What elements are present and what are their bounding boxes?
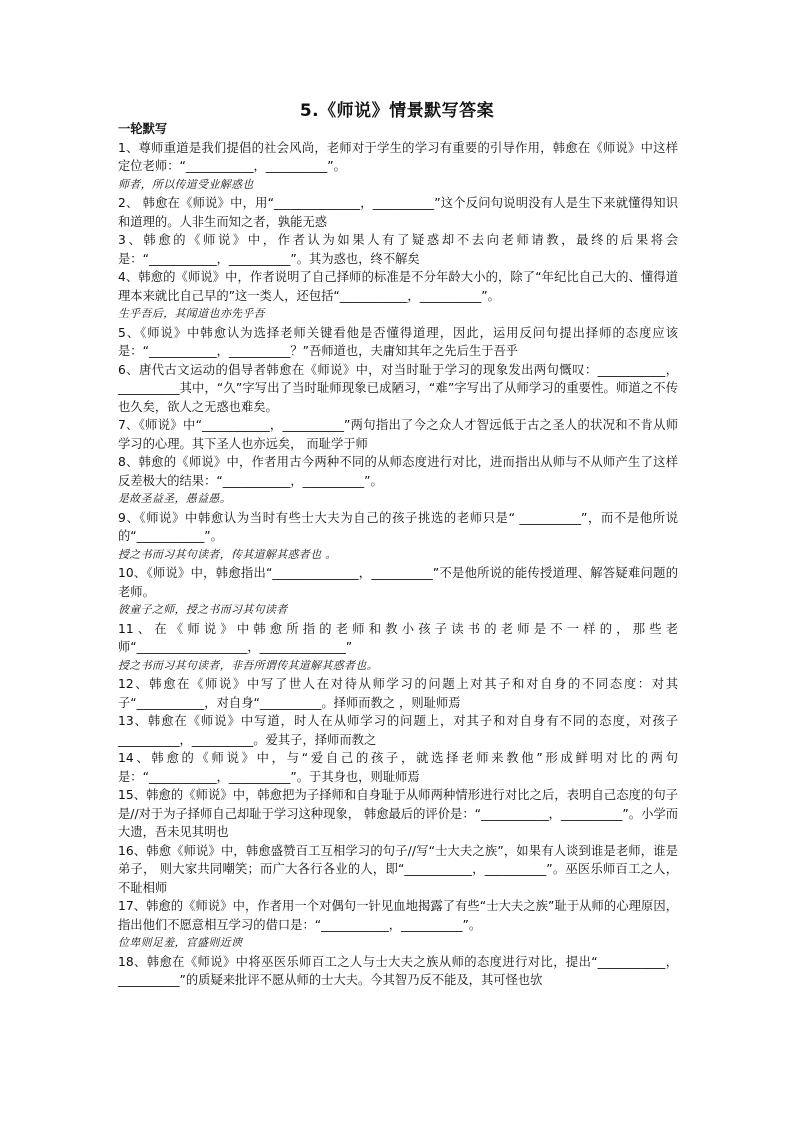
answer-text: 授之书而习其句读者，传其道解其惑者也 。 bbox=[118, 547, 337, 561]
question-text: 18、韩愈在《师说》中将巫医乐师百工之人与士大夫之族从师的态度进行对比，提出“___________，__________”的质疑来批评不愿从师的士大夫。今其智乃反不能及，其可怪也欤 bbox=[118, 954, 678, 987]
answer-text: 授之书而习其句读者，非吾所谓传其道解其惑者也。 bbox=[118, 658, 378, 672]
answer-text: 彼童子之师，授之书而习其句读者 bbox=[118, 603, 288, 616]
question-text: 16、韩愈《师说》中，韩愈盛赞百工互相学习的句子//写“士大夫之族”，如果有人谈到谁是老师，谁是弟子， 则大家共同嘲笑；而广大各行各业的人，即“___________，__________”。巫医乐师百工之人，不耻相师 bbox=[118, 843, 678, 895]
question-text: 6、唐代古文运动的倡导者韩愈在《师说》中，对当时耻于学习的现象发出两句慨叹：___________，__________其中，“久”字写出了当时耻师现象已成陋习，“难”字写出了从师学习的重要性。师道之不传也久矣，欲人之无惑也难矣。 bbox=[118, 362, 678, 414]
section-heading: 一轮默写 bbox=[118, 122, 168, 136]
question-text: 7、《师说》中“___________，__________”两句指出了今之众人才智远低于古之圣人的状况和不肯从师学习的心理。其下圣人也亦远矣， 而耻学于师 bbox=[118, 418, 678, 451]
question-text: 10、《师说》中，韩愈指出“______________，__________”不是他所说的能传授道理、解答疑难问题的老师。 bbox=[118, 566, 678, 599]
question-text: 1、尊师重道是我们提倡的社会风尚，老师对于学生的学习有重要的引导作用，韩愈在《师说》中这样定位老师：“___________，__________”。 bbox=[118, 140, 678, 173]
question-text: 5、《师说》中韩愈认为选择老师关键看他是否懂得道理，因此，运用反问句提出择师的态度应该是：“___________，__________？”吾师道也，夫庸知其年之先后生于吾乎 bbox=[118, 325, 678, 358]
question-text: 15、韩愈的《师说》中，韩愈把为子择师和自身耻于从师两种情形进行对比之后，表明自己态度的句子是//对于为子择师自己却耻于学习这种现象， 韩愈最后的评价是：“___________，__________”。小学而大遗，吾未见其明也 bbox=[118, 788, 678, 839]
question-text: 8、韩愈的《师说》中，作者用古今两种不同的从师态度进行对比，进而指出从师与不从师产生了这样反差极大的结果：“___________，__________”。 bbox=[118, 455, 678, 488]
question-text: 12、韩愈在《师说》中写了世人在对待从师学习的问题上对其子和对自身的不同态度：对其子“___________，对自身“__________。择师而教之 ，则耻师焉 bbox=[118, 677, 678, 710]
question-text: 14、韩愈的《师说》中，与“爱自己的孩子，就选择老师来教他”形成鲜明对比的两句是：“___________，__________”。于其身也，则耻师焉 bbox=[118, 751, 678, 784]
answer-text: 生乎吾后，其闻道也亦先乎吾 bbox=[118, 307, 265, 320]
question-text: 17、韩愈的《师说》中，作者用一个对偶句一针见血地揭露了有些“士大夫之族”耻于从师的心理原因，指出他们不愿意相互学习的借口是：“___________，__________”。 bbox=[118, 899, 678, 932]
question-list bbox=[118, 139, 678, 990]
question-text: 9、《师说》中韩愈认为当时有些士大夫为自己的孩子挑选的老师只是“ __________”，而不是他所说的“___________”。 bbox=[118, 510, 678, 543]
document-title: 5.《师说》情景默写答案 bbox=[299, 101, 495, 121]
question-text: 11、在《师说》中韩愈所指的老师和教小孩子读书的老师是不一样的，那些老师“__________________，______________” bbox=[118, 621, 678, 654]
question-text: 2、 韩愈在《师说》中，用“______________，__________”这个反问句说明没有人是生下来就懂得知识和道理的。人非生而知之者，孰能无惑 bbox=[118, 196, 678, 229]
answer-text: 位卑则足羞，官盛则近谀 bbox=[118, 936, 243, 949]
question-text: 4、韩愈的《师说》中，作者说明了自己择师的标准是不分年龄大小的，除了“年纪比自己大的、懂得道理本来就比自己早的”这一类人，还包括“___________，__________”。 bbox=[118, 270, 678, 303]
question-text: 3、韩愈的《师说》中，作者认为如果人有了疑惑却不去向老师请教，最终的后果将会是：“___________，__________”。其为惑也，终不解矣 bbox=[118, 233, 678, 266]
answer-text: 师者，所以传道受业解惑也 bbox=[118, 177, 254, 191]
document-body bbox=[118, 120, 678, 990]
question-text: 13、韩愈在《师说》中写道，时人在从师学习的问题上，对其子和对自身有不同的态度，对孩子__________，__________。爱其子，择师而教之 bbox=[118, 714, 678, 747]
answer-text: 是故圣益圣，愚益愚。 bbox=[118, 492, 231, 505]
